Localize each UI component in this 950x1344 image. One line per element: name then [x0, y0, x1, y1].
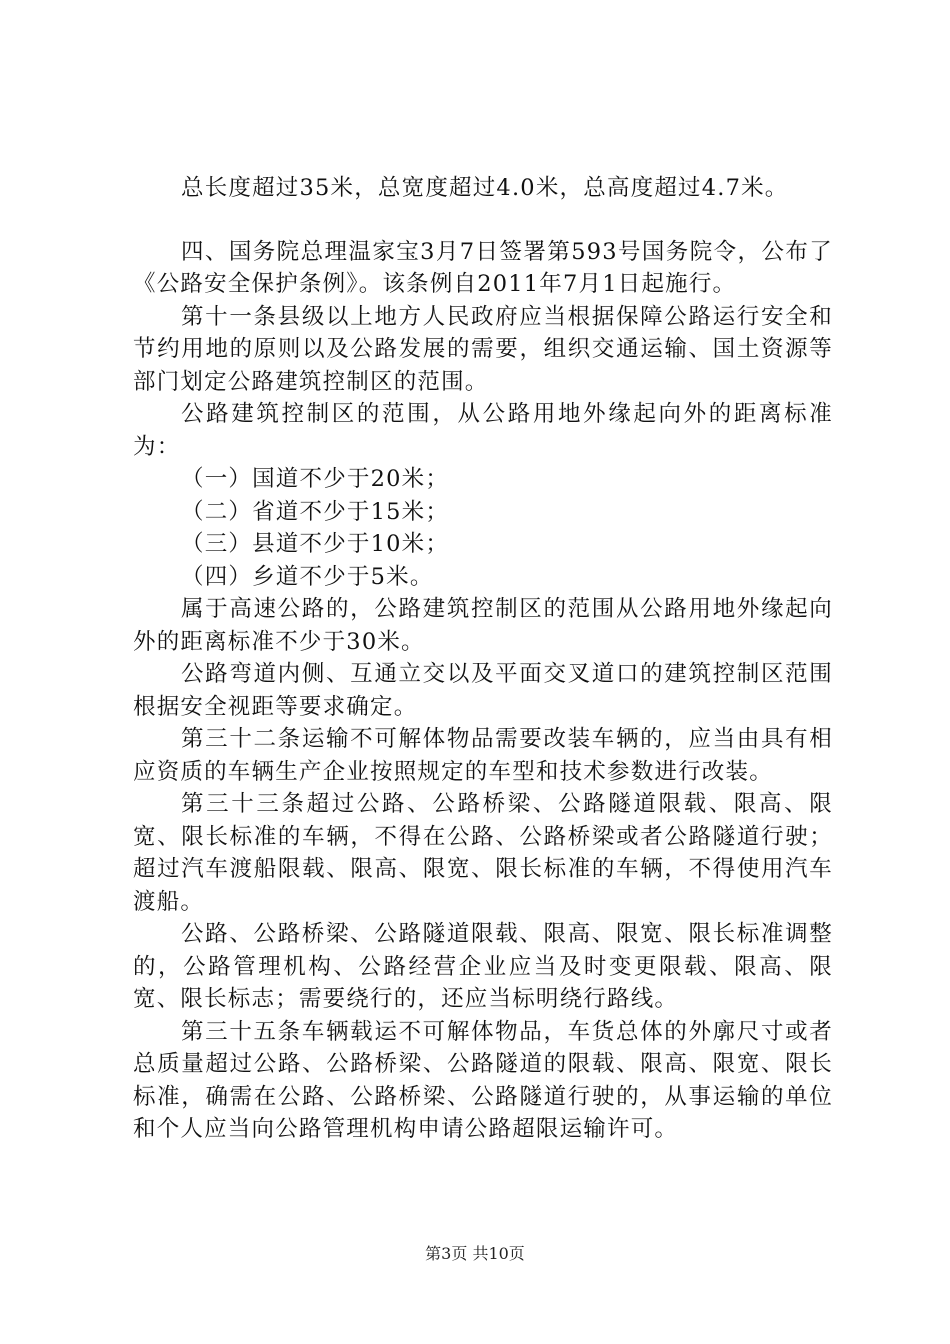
paragraph-control-zone-range: 公路建筑控制区的范围，从公路用地外缘起向外的距离标准为： [133, 401, 833, 460]
paragraph-limit-adjustment: 公路、公路桥梁、公路隧道限载、限高、限宽、限长标准调整的，公路管理机构、公路经营企业应当及时变更限载、限高、限宽、限长标志；需要绕行的，还应当标明绕行路线。 [133, 921, 833, 1012]
paragraph-curve-interchange: 公路弯道内侧、互通立交以及平面交叉道口的建筑控制区范围根据安全视距等要求确定。 [133, 661, 833, 720]
list-item-provincial-road: （二）省道不少于15米； [181, 498, 450, 525]
paragraph-article-35: 第三十五条车辆载运不可解体物品，车货总体的外廓尺寸或者总质量超过公路、公路桥梁、公路隧道的限载、限高、限宽、限长标准，确需在公路、公路桥梁、公路隧道行驶的，从事运输的单位和个人应当向公路管理机构申请公路超限运输许可。 [133, 1018, 833, 1142]
paragraph-expressway: 属于高速公路的，公路建筑控制区的范围从公路用地外缘起向外的距离标准不少于30米。 [133, 596, 833, 655]
document-body [133, 172, 833, 1146]
paragraph-article-33: 第三十三条超过公路、公路桥梁、公路隧道限载、限高、限宽、限长标准的车辆，不得在公路、公路桥梁或者公路隧道行驶；超过汽车渡船限载、限高、限宽、限长标准的车辆，不得使用汽车渡船。 [133, 791, 833, 915]
paragraph-article-32: 第三十二条运输不可解体物品需要改装车辆的，应当由具有相应资质的车辆生产企业按照规定的车型和技术参数进行改装。 [133, 726, 833, 785]
list-item-township-road: （四）乡道不少于5米。 [181, 563, 434, 590]
paragraph-article-11: 第十一条县级以上地方人民政府应当根据保障公路运行安全和节约用地的原则以及公路发展的需要，组织交通运输、国土资源等部门划定公路建筑控制区的范围。 [133, 303, 833, 395]
paragraph-regulation-announcement: 四、国务院总理温家宝3月7日签署第593号国务院令，公布了《公路安全保护条例》。该条例自2011年7月1日起施行。 [133, 238, 833, 297]
list-item-national-road: （一）国道不少于20米； [181, 466, 450, 492]
list-item-county-road: （三）县道不少于10米； [181, 531, 450, 557]
page-number-footer: 第3页 共10页 [425, 1244, 525, 1263]
paragraph-vehicle-dimensions: 总长度超过35米，总宽度超过4.0米，总高度超过4.7米。 [181, 175, 789, 201]
